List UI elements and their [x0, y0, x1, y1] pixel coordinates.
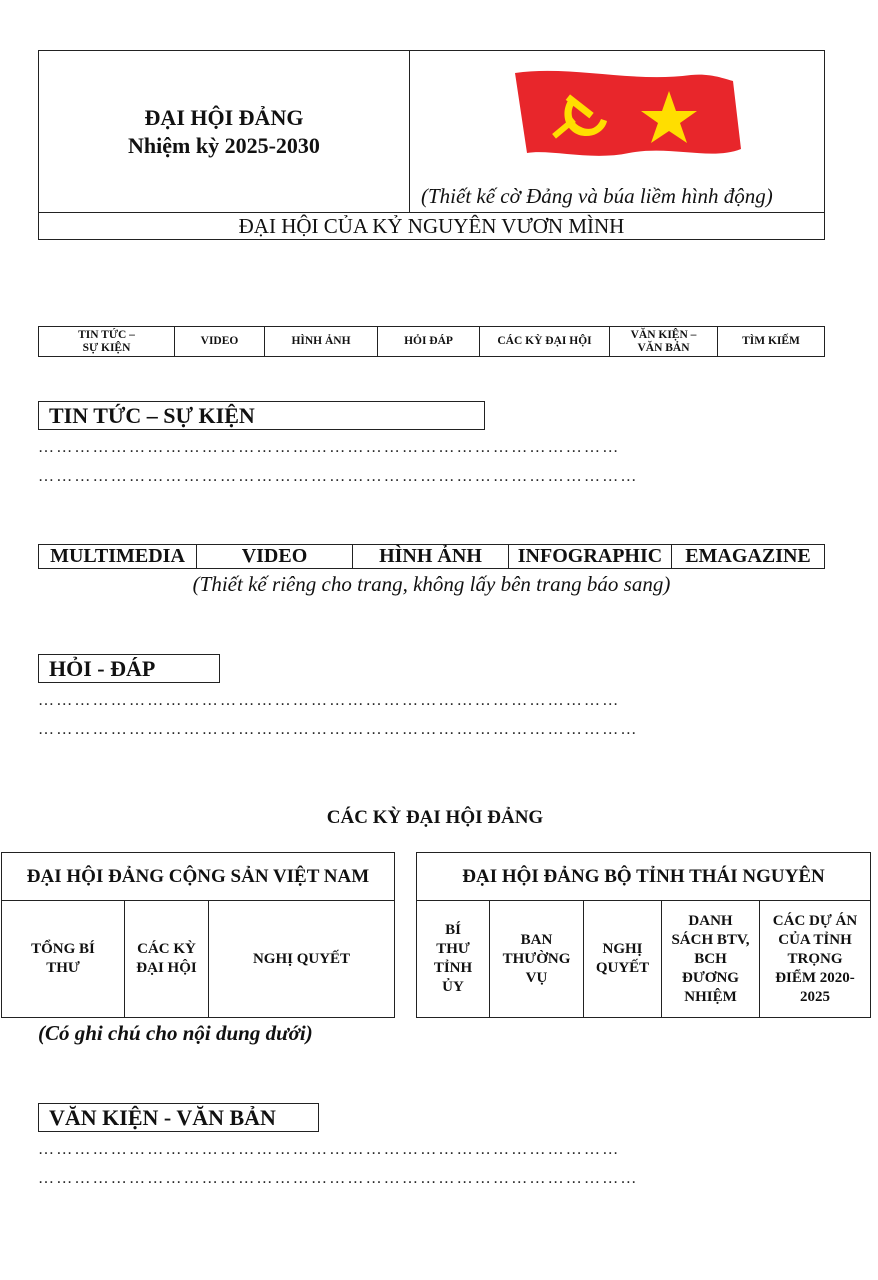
nav-documents[interactable]: VĂN KIỆN – VĂN BẢN	[610, 327, 718, 357]
main-nav	[38, 326, 825, 357]
site-title-block	[39, 51, 409, 213]
news-line-2: ………………………………………………………………………………………	[38, 468, 639, 485]
party-flag	[511, 69, 743, 163]
news-heading: TIN TỨC – SỰ KIỆN	[38, 401, 485, 430]
col-standing-committee[interactable]: BAN THƯỜNG VỤ	[490, 901, 584, 1017]
tab-emagazine[interactable]: EMAGAZINE	[672, 545, 825, 569]
nav-congresses[interactable]: CÁC KỲ ĐẠI HỘI	[480, 327, 610, 357]
qa-line-1: ……………………………………………………………………………………	[38, 692, 621, 709]
header-divider	[409, 51, 410, 213]
tab-multimedia[interactable]: MULTIMEDIA	[39, 545, 197, 569]
documents-line-1: ……………………………………………………………………………………	[38, 1141, 621, 1158]
flag-note: (Thiết kế cờ Đảng và búa liềm hình động)	[421, 184, 773, 208]
congresses-note: (Có ghi chú cho nội dung dưới)	[38, 1021, 313, 1045]
party-flag-icon	[511, 69, 743, 163]
col-provincial-resolutions[interactable]: NGHỊ QUYẾT	[584, 901, 662, 1017]
qa-heading: HỎI - ĐÁP	[38, 654, 220, 683]
site-term: Nhiệm kỳ 2025-2030	[128, 133, 320, 158]
national-congress-title: ĐẠI HỘI ĐẢNG CỘNG SẢN VIỆT NAM	[2, 853, 394, 901]
tab-infographic[interactable]: INFOGRAPHIC	[509, 545, 672, 569]
provincial-congress-title: ĐẠI HỘI ĐẢNG BỘ TỈNH THÁI NGUYÊN	[417, 853, 870, 901]
col-key-projects[interactable]: CÁC DỰ ÁN CỦA TỈNH TRỌNG ĐIỂM 2020-2025	[772, 912, 858, 1005]
news-line-1: ……………………………………………………………………………………	[38, 439, 621, 456]
tab-photos[interactable]: HÌNH ẢNH	[353, 545, 509, 569]
col-national-congresses[interactable]: CÁC KỲ ĐẠI HỘI	[125, 901, 209, 1017]
slogan: ĐẠI HỘI CỦA KỶ NGUYÊN VƯƠN MÌNH	[238, 213, 625, 238]
documents-line-2: ………………………………………………………………………………………	[38, 1170, 639, 1187]
national-congress-table	[1, 852, 395, 1018]
nav-qa[interactable]: HỎI ĐÁP	[378, 327, 480, 357]
col-general-secretary[interactable]: TỔNG BÍ THƯ	[2, 901, 125, 1017]
nav-video[interactable]: VIDEO	[175, 327, 265, 357]
qa-line-2: ………………………………………………………………………………………	[38, 721, 639, 738]
congresses-heading: CÁC KỲ ĐẠI HỘI ĐẢNG	[326, 807, 544, 828]
nav-search[interactable]: TÌM KIẾM	[718, 327, 825, 357]
provincial-congress-table	[416, 852, 871, 1018]
col-member-list[interactable]: DANH SÁCH BTV, BCH ĐƯƠNG NHIỆM	[662, 901, 760, 1017]
col-provincial-secretary[interactable]: BÍ THƯ TỈNH ỦY	[417, 901, 490, 1017]
nav-news[interactable]: TIN TỨC – SỰ KIỆN	[39, 327, 175, 357]
documents-heading: VĂN KIỆN - VĂN BẢN	[38, 1103, 319, 1132]
col-national-resolutions[interactable]: NGHỊ QUYẾT	[252, 950, 351, 967]
multimedia-tabs	[38, 544, 825, 569]
multimedia-note: (Thiết kế riêng cho trang, không lấy bên trang báo sang)	[192, 571, 671, 596]
header-box	[38, 50, 825, 240]
nav-photos[interactable]: HÌNH ẢNH	[265, 327, 378, 357]
tab-video[interactable]: VIDEO	[197, 545, 353, 569]
site-title: ĐẠI HỘI ĐẢNG	[144, 105, 304, 130]
